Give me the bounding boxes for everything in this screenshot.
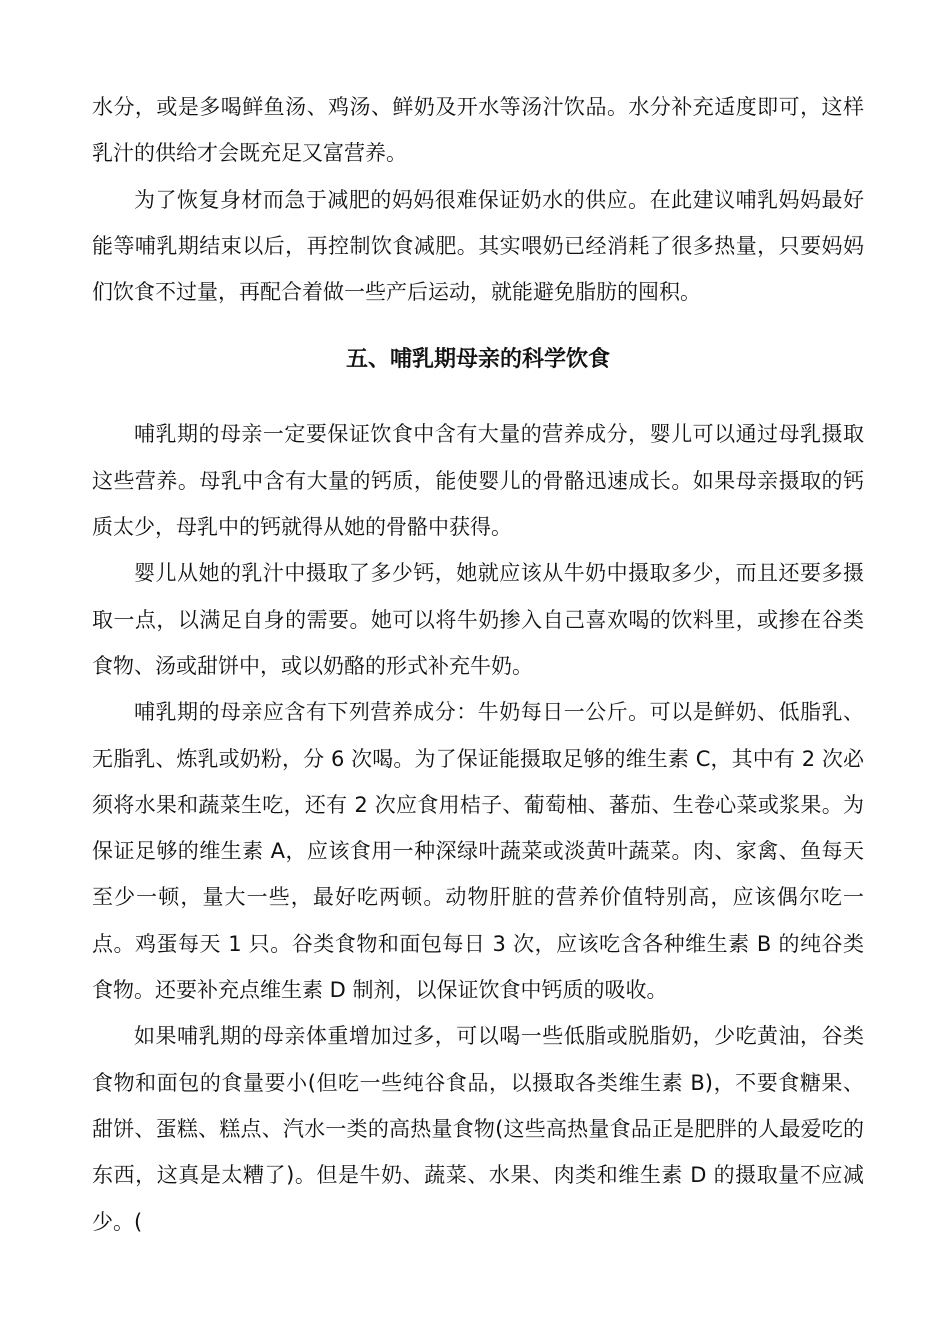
section-heading: 五、哺乳期母亲的科学饮食 xyxy=(345,347,610,373)
paragraph-nutrients-list: 哺乳期的母亲应含有下列营养成分：牛奶每日一公斤。可以是鲜奶、低脂乳、无脂乳、炼乳或奶粉，分 6 次喝。为了保证能摄取足够的维生素 C，其中有 2 次必须将水果和蔬菜生吃，还有 2 次应食用桔子、葡萄柚、蕃茄、生卷心菜或浆果。为保证足够的维生素 A，应该食用一种深绿叶蔬菜或淡黄叶蔬菜。肉、家禽、鱼每天至少一顿，量大一些，最好吃两顿。动物肝脏的营养价值特别高，应该偶尔吃一点。鸡蛋每天 1 只。谷类食物和面包每日 3 次，应该吃含各种维生素 B 的纯谷类食物。还要补充点维生素 D 制剂，以保证饮食中钙质的吸收。 xyxy=(92,700,864,1003)
paragraph-calcium: 婴儿从她的乳汁中摄取了多少钙，她就应该从牛奶中摄取多少，而且还要多摄取一点，以满足自身的需要。她可以将牛奶掺入自己喜欢喝的饮料里，或掺在谷类食物、汤或甜饼中，或以奶酪的形式补充牛奶。 xyxy=(92,561,864,678)
paragraph-nutrition-intro: 哺乳期的母亲一定要保证饮食中含有大量的营养成分，婴儿可以通过母乳摄取这些营养。母乳中含有大量的钙质，能使婴儿的骨骼迅速成长。如果母亲摄取的钙质太少，母乳中的钙就得从她的骨骼中获得。 xyxy=(92,422,864,540)
paragraph-continued: 水分，或是多喝鲜鱼汤、鸡汤、鲜奶及开水等汤汁饮品。水分补充适度即可，这样乳汁的供给才会既充足又富营养。 xyxy=(92,95,864,166)
document-page xyxy=(92,84,864,1245)
paragraph-weight-loss: 为了恢复身材而急于减肥的妈妈很难保证奶水的供应。在此建议哺乳妈妈最好能等哺乳期结束以后，再控制饮食减肥。其实喂奶已经消耗了很多热量，只要妈妈们饮食不过量，再配合着做一些产后运动，就能避免脂肪的囤积。 xyxy=(92,187,864,305)
paragraph-weight-control: 如果哺乳期的母亲体重增加过多，可以喝一些低脂或脱脂奶，少吃黄油，谷类食物和面包的食量要小(但吃一些纯谷食品，以摄取各类维生素 B)，不要食糖果、甜饼、蛋糕、糕点、汽水一类的高热量食物(这些高热量食品正是肥胖的人最爱吃的东西，这真是太糟了)。但是牛奶、蔬菜、水果、肉类和维生素 D 的摄取量不应减少。( xyxy=(92,1024,864,1234)
